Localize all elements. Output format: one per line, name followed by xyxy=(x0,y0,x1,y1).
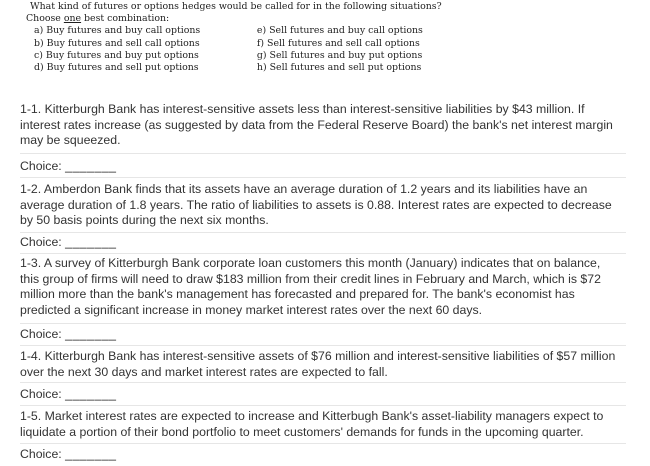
divider xyxy=(20,232,626,233)
question-1-4-choice xyxy=(20,387,117,403)
choice-label: Choice: xyxy=(20,447,62,461)
option-a: a) Buy futures and buy call options xyxy=(34,25,201,37)
options-column-left xyxy=(34,25,257,74)
instruction-line xyxy=(26,13,446,25)
divider xyxy=(20,345,626,346)
instructions-block xyxy=(26,1,446,74)
answer-blank[interactable]: _______ xyxy=(65,159,117,173)
divider xyxy=(20,253,626,254)
question-1-5-text: 1-5. Market interest rates are expected to increase and Kitterbugh Bank's asset-liability managers expect to liquidate a portion of their bond portfolio to meet customers' demands for funds in the upcoming quarter. xyxy=(20,409,604,439)
question-1-3-text: 1-3. A survey of Kitterburgh Bank corporate loan customers this month (January) indicates that on balance, this group of firms will need to draw $183 million from their credit lines in February and March, which is $72 million more than the bank's management has forecasted and prepared for. The bank's economist has predicted a significant increase in money market interest rates over the next 60 days. xyxy=(20,256,601,317)
instruction-prefix: Choose xyxy=(26,13,64,25)
instruction-suffix: best combination: xyxy=(81,13,170,25)
option-g: g) Sell futures and buy put options xyxy=(256,49,423,61)
option-f: f) Sell futures and sell call options xyxy=(256,37,420,49)
question-1-2-choice xyxy=(20,235,117,251)
question-prompt: What kind of futures or options hedges would be called for in the following situations? xyxy=(30,1,442,12)
answer-blank[interactable]: _______ xyxy=(65,447,117,461)
question-1-3-choice xyxy=(20,327,117,343)
choice-label: Choice: xyxy=(20,235,62,249)
options-list xyxy=(34,25,446,74)
option-h: h) Sell futures and sell put options xyxy=(256,62,422,74)
option-c: c) Buy futures and buy put options xyxy=(34,49,199,61)
divider xyxy=(20,405,626,406)
options-column-right xyxy=(257,25,446,74)
divider xyxy=(20,177,626,178)
option-d: d) Buy futures and sell put options xyxy=(34,62,199,74)
question-1-1-text: 1-1. Kitterburgh Bank has interest-sensitive assets less than interest-sensitive liabilities by $43 million. If interest rates increase (as suggested by data from the Federal Reserve Board) the bank's net interest margin may be squeezed. xyxy=(20,102,613,148)
divider xyxy=(20,323,626,324)
answer-blank[interactable]: _______ xyxy=(65,235,117,249)
answer-blank[interactable]: _______ xyxy=(65,387,117,401)
divider xyxy=(20,382,626,383)
choice-label: Choice: xyxy=(20,159,62,173)
option-b: b) Buy futures and sell call options xyxy=(34,37,200,49)
divider xyxy=(20,153,626,154)
question-1-2-text: 1-2. Amberdon Bank finds that its assets have an average duration of 1.2 years and its liabilities have an average duration of 1.8 years. The ratio of liabilities to assets is 0.88. Interest rates are expected to decrease by 50 basis points during the next six months. xyxy=(20,182,612,228)
question-1-1-choice xyxy=(20,159,117,175)
choice-label: Choice: xyxy=(20,327,62,341)
question-1-4-text: 1-4. Kitterburgh Bank has interest-sensitive assets of $76 million and interest-sensitive liabilities of $57 million over the next 30 days and market interest rates are expected to fall. xyxy=(20,349,616,379)
instruction-emphasis: one xyxy=(63,13,82,25)
option-e: e) Sell futures and buy call options xyxy=(256,25,423,37)
answer-blank[interactable]: _______ xyxy=(65,327,117,341)
divider xyxy=(20,443,626,444)
question-1-5-choice xyxy=(20,447,117,463)
choice-label: Choice: xyxy=(20,387,62,401)
